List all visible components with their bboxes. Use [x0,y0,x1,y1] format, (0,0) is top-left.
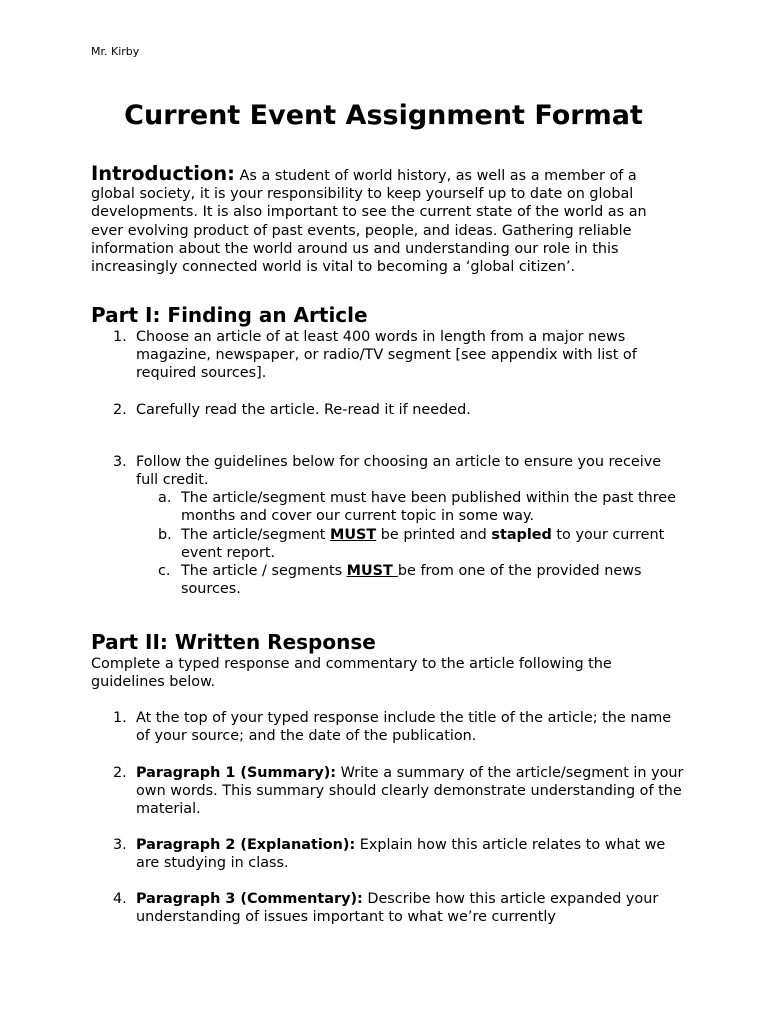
list-number: 2. [113,402,127,418]
emphasis-must: MUST [346,563,398,579]
text-run: Describe how this article expanded your understanding of issues important to what we’re currently [136,891,659,926]
introduction-paragraph [91,162,681,276]
part1-heading: Part I: Finding an Article [91,303,368,327]
text-run: Explain how this article relates to what we are studying in class. [136,837,666,872]
list-number: 1. [113,710,127,726]
item-label: Paragraph 2 (Explanation): [136,837,356,853]
text-run: Write a summary of the article/segment in your own words. This summary should clearly demonstrate understanding of the material. [136,765,684,818]
part2-intro: Complete a typed response and commentary to the article following the guidelines below. [91,656,612,691]
list-number: 2. [113,765,127,781]
text-run: be from one of the provided news sources. [181,563,642,598]
list-number: 3. [113,837,127,853]
list-text: Carefully read the article. Re-read it if needed. [136,402,471,418]
list-text [136,890,686,926]
list-letter: a. [158,490,172,506]
list-text [136,764,686,819]
text-run: The article/segment [181,527,331,543]
document-title: Current Event Assignment Format [124,100,643,131]
list-text: Follow the guidelines below for choosing an article to ensure you receive full credit. [136,454,662,489]
emphasis-must: MUST [330,527,377,543]
list-number: 1. [113,329,127,345]
list-number: 3. [113,454,127,470]
item-label: Paragraph 1 (Summary): [136,765,337,781]
list-text [136,709,686,745]
list-text: Choose an article of at least 400 words in length from a major news magazine, newspaper, or radio/TV segment [see appendix with list of required sources]. [136,329,637,382]
text-run: be printed and [376,527,492,543]
list-text: The article/segment must have been published within the past three months and cover our current topic in some way. [181,490,677,525]
list-letter: b. [158,527,172,543]
item-label: Paragraph 3 (Commentary): [136,891,363,907]
list-text [136,836,686,872]
text-run: At the top of your typed response include the title of the article; the name of your source; and the date of the publication. [136,710,672,745]
list-number: 4. [113,891,127,907]
part2-heading: Part II: Written Response [91,630,376,654]
list-letter: c. [158,563,171,579]
list-text [181,562,686,598]
emphasis-stapled: stapled [491,527,552,543]
author-name: Mr. Kirby [91,45,140,58]
text-run: The article / segments [181,563,347,579]
introduction-text: As a student of world history, as well as a member of a global society, it is your responsibility to keep yourself up to date on global developments. It is also important to see the current state of the world as an ever evolving product of past events, people, and ideas. Gathering reliable information about the world around us and understanding our role in this increasingly connected world is vital to becoming a ‘global citizen’. [91,168,647,276]
list-text [181,526,686,562]
text-run: to your current event report. [181,527,665,562]
introduction-heading: Introduction: [91,162,235,185]
